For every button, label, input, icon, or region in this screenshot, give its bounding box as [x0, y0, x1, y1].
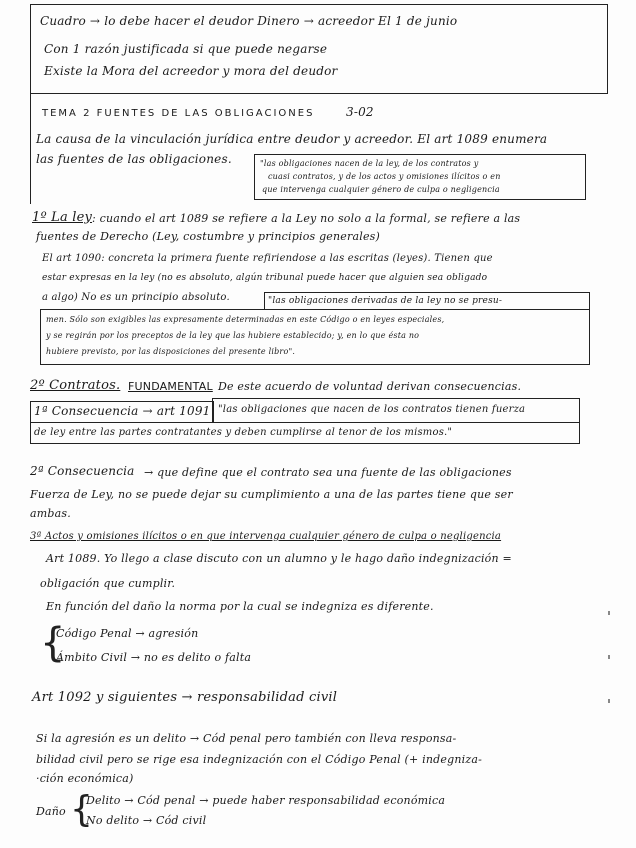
agresion-line-3: ·ción económica): [36, 772, 134, 785]
margin-mark: [608, 611, 610, 615]
art-1089-quote-line-3: que intervenga cualquier género de culpa o negligencia: [262, 185, 500, 194]
agresion-line-2: bilidad civil pero se rige esa indegnización con el Código Penal (+ indegniza-: [36, 753, 483, 766]
consecuencia-2-line-2: Fuerza de Ley, no se puede dejar su cumplimiento a una de las partes tiene que ser: [30, 488, 513, 501]
actos-line-2: obligación que cumplir.: [40, 577, 176, 590]
ley-line-4: estar expresas en la ley (no es absoluto, algún tribunal puede hacer que alguien sea obligado: [42, 273, 488, 283]
actos-brace: {: [40, 620, 66, 666]
actos-penal: Código Penal → agresión: [56, 627, 199, 640]
contratos-fundamental: FUNDAMENTAL: [128, 380, 213, 393]
dano-delito: Delito → Cód penal → puede haber responsabilidad económica: [86, 794, 446, 807]
margin-mark: [608, 655, 610, 659]
consecuencia-1-quote-first: "las obligaciones que nacen de los contratos tienen fuerza: [218, 404, 526, 415]
dano-brace: {: [70, 789, 93, 830]
actos-civil: Ámbito Civil → no es delito o falta: [56, 651, 252, 664]
tema-date: 3-02: [346, 105, 374, 119]
tema-intro-2: las fuentes de las obligaciones.: [36, 152, 232, 166]
ley-quote-first: "las obligaciones derivadas de la ley no se presu-: [268, 296, 503, 306]
actos-line-3: En función del daño la norma por la cual se indegniza es diferente.: [46, 600, 434, 613]
consecuencia-1-quote-second: de ley entre las partes contratantes y deben cumplirse al tenor de los mismos.": [34, 427, 453, 438]
consecuencia-2-line-1: → que define que el contrato sea una fuente de las obligaciones: [144, 466, 512, 479]
art-1089-quote-line-1: "las obligaciones nacen de la ley, de los contratos y: [260, 159, 479, 168]
actos-line-1: Art 1089. Yo llego a clase discuto con un alumno y le hago daño indegnización =: [46, 552, 512, 565]
top-line-1: Cuadro → lo debe hacer el deudor Dinero → acreedor El 1 de junio: [40, 14, 458, 28]
ley-title: 1º La ley: [32, 210, 93, 225]
dano-label: Daño: [36, 805, 66, 818]
contratos-rest: De este acuerdo de voluntad derivan consecuencias.: [218, 380, 522, 393]
art-1092-line: Art 1092 y siguientes → responsabilidad civil: [32, 690, 338, 705]
ley-quote-line-3: hubiere previsto, por las disposiciones del presente libro".: [46, 347, 296, 356]
ley-line-2: fuentes de Derecho (Ley, costumbre y principios generales): [36, 230, 380, 243]
tema-intro-1: La causa de la vinculación jurídica entre deudor y acreedor. El art 1089 enumera: [36, 132, 548, 146]
consecuencia-2-label: 2ª Consecuencia: [30, 464, 135, 478]
contratos-title: 2º Contratos.: [30, 378, 121, 393]
top-line-2: Con 1 razón justificada si que puede negarse: [44, 42, 328, 56]
ley-line-5: a algo) No es un principio absoluto.: [42, 292, 230, 303]
ley-line-1: : cuando el art 1089 se refiere a la Ley no solo a la formal, se refiere a las: [92, 212, 521, 225]
actos-title: 3ª Actos y omisiones ilícitos o en que intervenga cualquier género de culpa o negligencia: [30, 531, 502, 542]
top-line-3: Existe la Mora del acreedor y mora del deudor: [44, 64, 338, 78]
ley-quote-line-2: y se regirán por los preceptos de la ley que las hubiere establecido; y, en lo que ésta no: [46, 331, 420, 340]
dano-no-delito: No delito → Cód civil: [86, 814, 207, 827]
ley-line-3: El art 1090: concreta la primera fuente refiriendose a las escritas (leyes). Tienen que: [42, 253, 493, 264]
left-margin-line: [30, 94, 31, 204]
agresion-line-1: Si la agresión es un delito → Cód penal pero también con lleva responsa-: [36, 732, 457, 745]
ley-quote-line-1: men. Sólo son exigibles las expresamente determinadas en este Código o en leyes especiales,: [46, 315, 445, 324]
tema-heading: TEMA 2 FUENTES DE LAS OBLIGACIONES: [42, 108, 315, 119]
art-1089-quote-line-2: cuasi contratos, y de los actos y omisiones ilícitos o en: [268, 172, 501, 181]
consecuencia-2-line-3: ambas.: [30, 507, 71, 520]
consecuencia-1-label: 1ª Consecuencia → art 1091: [34, 404, 211, 418]
margin-mark: [608, 699, 610, 703]
